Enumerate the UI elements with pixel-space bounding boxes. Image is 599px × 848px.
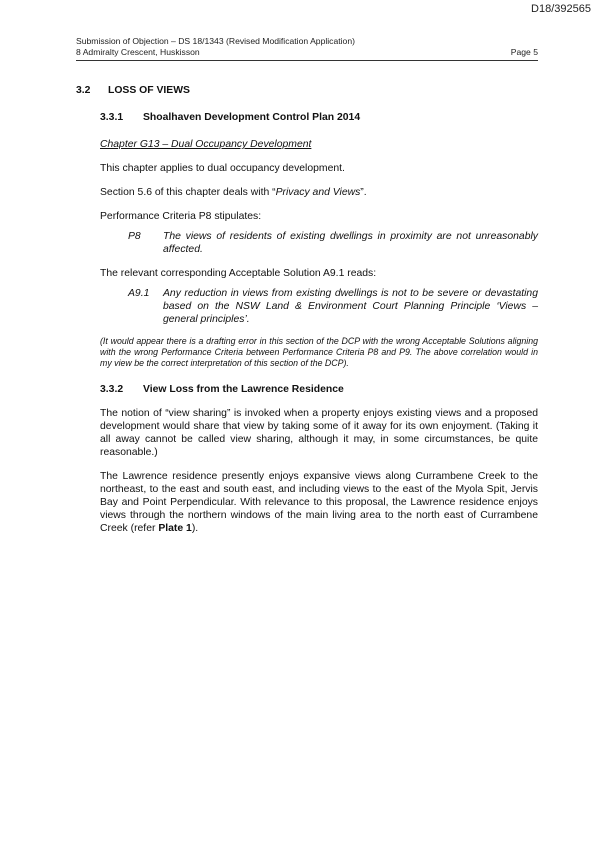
subsection-number-1: 3.3.1 — [100, 112, 124, 123]
document-body — [76, 80, 538, 535]
paragraph-lawrence-post: ). — [191, 523, 199, 534]
criteria-p8 — [128, 230, 538, 256]
section-heading — [76, 84, 538, 97]
criteria-a91 — [128, 287, 538, 326]
header-divider — [76, 60, 538, 61]
paragraph-lawrence-pre: The Lawrence residence presently enjoys expansive views along Currambene Creek to the northeast, to the east and south east, and including views to the east of the Myola Spit, Jervis Bay and Point Perpendicular. With relevance to this proposal, the Lawrence residence enjoys views through the northern windows of the main living area to the north east of Currambene Creek (refer — [100, 471, 538, 534]
paragraph-section — [100, 186, 538, 199]
subsection-title-2: View Loss from the Lawrence Residence — [143, 384, 344, 395]
page-number: Page 5 — [510, 47, 538, 57]
paragraph-section-post: ”. — [360, 187, 367, 198]
page-header — [76, 36, 538, 58]
paragraph-applies: This chapter applies to dual occupancy development. — [100, 163, 345, 174]
paragraph-section-emphasis: Privacy and Views — [275, 187, 361, 198]
header-line-1: Submission of Objection – DS 18/1343 (Revised Modification Application) — [76, 36, 355, 46]
subsection-heading-1 — [100, 111, 538, 124]
paragraph-relevant: The relevant corresponding Acceptable Solution A9.1 reads: — [100, 268, 377, 279]
plate-reference: Plate 1 — [158, 523, 192, 534]
document-reference: D18/392565 — [531, 3, 591, 15]
header-row — [76, 47, 538, 58]
criteria-p8-label: P8 — [128, 231, 141, 242]
header-line-2: 8 Admiralty Crescent, Huskisson — [76, 47, 200, 57]
paragraph-section-pre: Section 5.6 of this chapter deals with “ — [100, 187, 276, 198]
paragraph-view-sharing: The notion of “view sharing” is invoked when a property enjoys existing views and a proposed development would share that view by taking some of it away for its own enjoyment. (Taking it all away cannot be called view sharing, although it may, in some circumstances, be quite reasonable.) — [100, 408, 538, 458]
section-number: 3.2 — [76, 85, 91, 96]
criteria-a91-text: Any reduction in views from existing dwellings is not to be severe or devastating based on the NSW Land & Environment Court Planning Principle ‘Views – general principles’. — [163, 288, 538, 325]
paragraph-performance: Performance Criteria P8 stipulates: — [100, 211, 262, 222]
criteria-p8-text: The views of residents of existing dwellings in proximity are not unreasonably affected. — [163, 231, 538, 255]
drafting-note: (It would appear there is a drafting error in this section of the DCP with the wrong Acceptable Solutions aligning with the wrong Performance Criteria between Performance Criteria P8 and P9. The above correlation would in my view be the correct interpretation of this section of the DCP). — [100, 336, 538, 368]
section-title: LOSS OF VIEWS — [108, 85, 190, 96]
chapter-title: Chapter G13 – Dual Occupancy Development — [100, 139, 312, 150]
criteria-a91-label: A9.1 — [128, 288, 150, 299]
subsection-number-2: 3.3.2 — [100, 384, 124, 395]
subsection-heading-2 — [100, 383, 538, 396]
paragraph-lawrence — [100, 470, 538, 535]
subsection-title-1: Shoalhaven Development Control Plan 2014 — [143, 112, 361, 123]
